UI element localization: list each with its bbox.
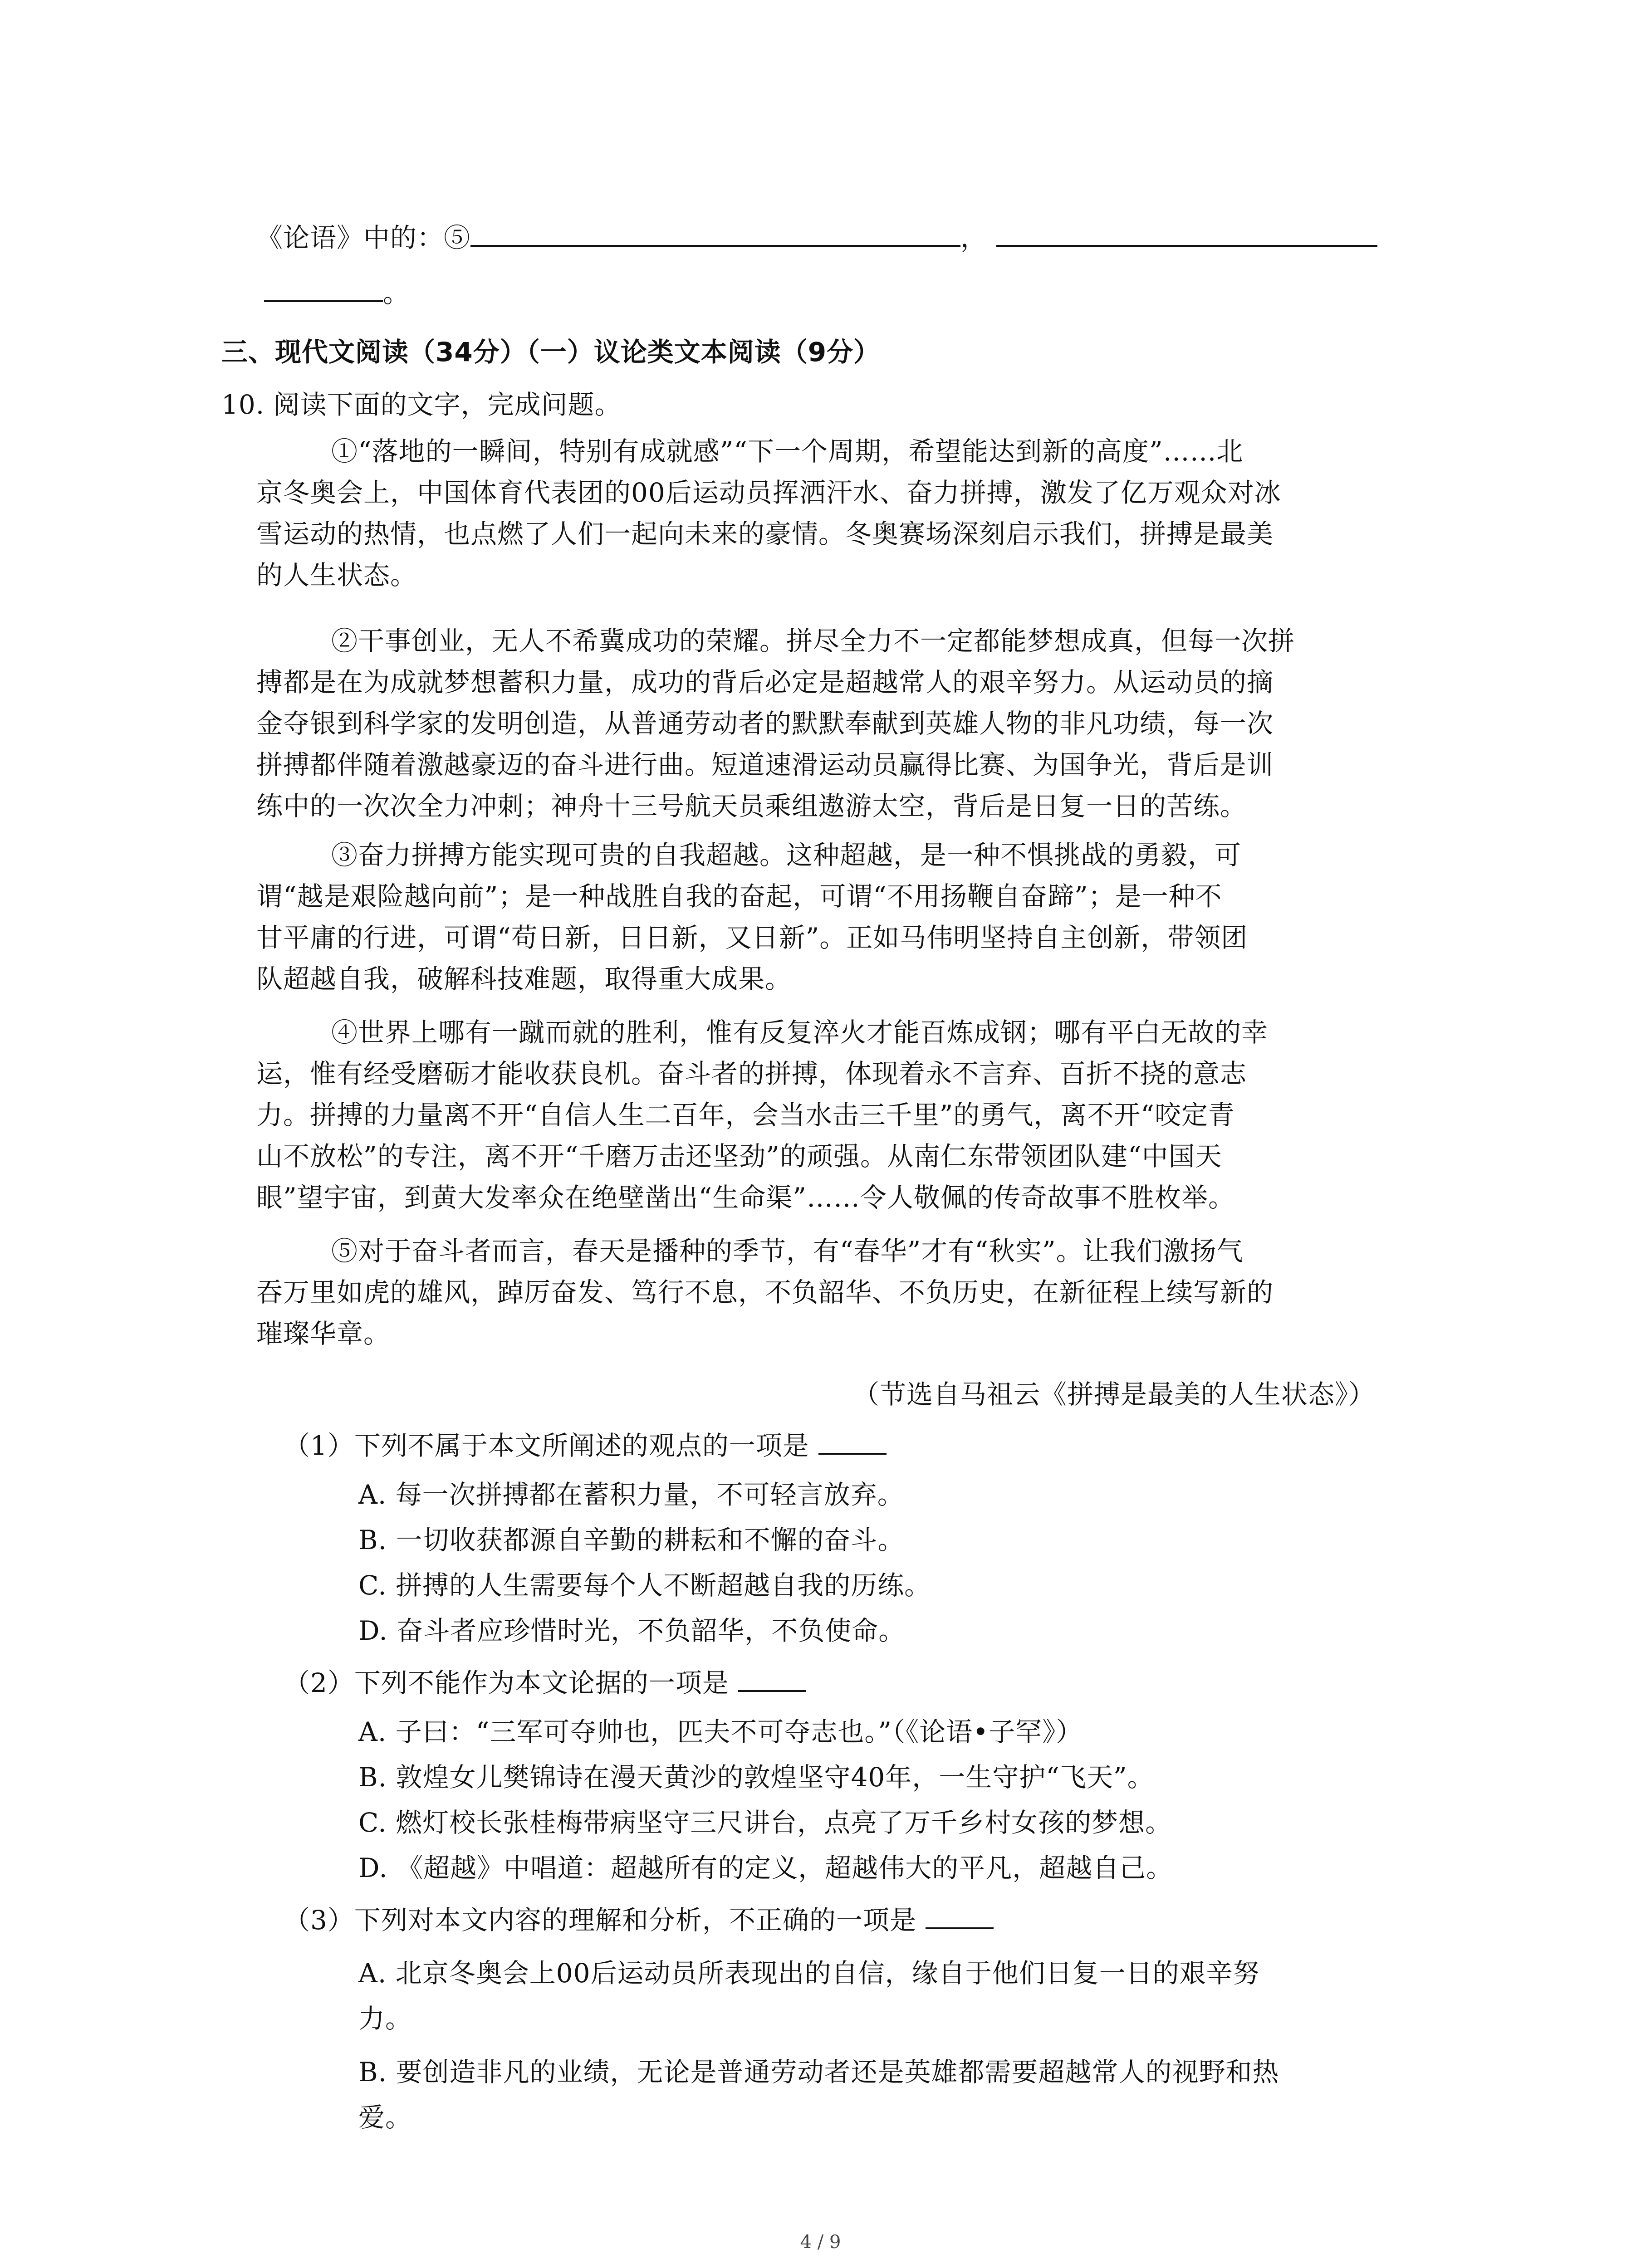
passage-line: 璀璨华章。 (256, 1318, 391, 1349)
passage-line: 眼”望宇宙，到黄大发率众在绝壁凿出“生命渠”……令人敬佩的传奇故事不胜枚举。 (256, 1182, 1235, 1213)
answer-blank-5c[interactable] (264, 275, 383, 302)
passage-source: （节选自马祖云《拼搏是最美的人生状态》） (853, 1379, 1376, 1410)
q10-1-option[interactable]: C. 拼搏的人生需要每个人不断超越自我的历练。 (358, 1570, 931, 1601)
q10-2-option[interactable]: A. 子曰：“三军可夺帅也，匹夫不可夺志也。”（《论语•子罕》） (358, 1716, 1083, 1747)
q10-1-stem-line (284, 1427, 887, 1464)
passage-line: 拼搏都伴随着激越豪迈的奋斗进行曲。短道速滑运动员赢得比赛、为国争光，背后是训 (256, 749, 1274, 780)
q9-answer-line (256, 220, 1377, 256)
passage-line: ③奋力拼搏方能实现可贵的自我超越。这种超越，是一种不惧挑战的勇毅，可 (331, 840, 1242, 870)
q10-2-stem-line (284, 1665, 806, 1701)
passage-line: 吞万里如虎的雄风，踔厉奋发、笃行不息，不负韶华、不负历史，在新征程上续写新的 (256, 1277, 1274, 1308)
q10-3-option-a-cont: 力。 (358, 2003, 412, 2034)
answer-blank-q10-1[interactable] (818, 1427, 887, 1455)
q10-2-option[interactable]: D. 《超越》中唱道：超越所有的定义，超越伟大的平凡，超越自己。 (358, 1853, 1173, 1883)
q10-2-option[interactable]: B. 敦煌女儿樊锦诗在漫天黄沙的敦煌坚守40年，一生守护“飞天”。 (358, 1762, 1154, 1793)
answer-blank-q10-3[interactable] (926, 1902, 994, 1929)
passage-line: ④世界上哪有一蹴而就的胜利，惟有反复淬火才能百炼成钢；哪有平白无故的幸 (331, 1017, 1269, 1048)
q9-comma: ， (960, 222, 988, 253)
q9-prefix: 《论语》中的：⑤ (256, 222, 471, 253)
q9-period: 。 (383, 278, 410, 308)
q10-3-stem-line (284, 1902, 994, 1938)
q9-answer-line-2 (264, 275, 410, 311)
passage-line: 甘平庸的行进，可谓“苟日新，日日新，又日新”。正如马伟明坚持自主创新，带领团 (256, 922, 1248, 953)
q10-3-stem: （3）下列对本文内容的理解和分析，不正确的一项是 (284, 1905, 916, 1936)
answer-blank-5a[interactable] (470, 220, 960, 247)
passage-line: 运，惟有经受磨砺才能收获良机。奋斗者的拼搏，体现着永不言弃、百折不挠的意志 (256, 1058, 1247, 1089)
passage-line: 雪运动的热情，也点燃了人们一起向未来的豪情。冬奥赛场深刻启示我们，拼搏是最美 (256, 518, 1274, 549)
q10-1-stem: （1）下列不属于本文所阐述的观点的一项是 (284, 1430, 809, 1461)
q10-3-option-a[interactable]: A. 北京冬奥会上00后运动员所表现出的自信，缘自于他们日复一日的艰辛努 (358, 1958, 1260, 1989)
passage-line: 谓“越是艰险越向前”；是一种战胜自我的奋起，可谓“不用扬鞭自奋蹄”；是一种不 (256, 881, 1222, 912)
passage-line: 练中的一次次全力冲刺；神舟十三号航天员乘组遨游太空，背后是日复一日的苦练。 (256, 791, 1247, 821)
q10-3-option-b-cont: 爱。 (358, 2102, 412, 2133)
section-heading: 三、现代文阅读（34分）（一）议论类文本阅读（9分） (221, 337, 881, 367)
passage-line: 山不放松”的专注，离不开“千磨万击还坚劲”的顽强。从南仁东带领团队建“中国天 (256, 1141, 1222, 1172)
passage-line: ②干事创业，无人不希冀成功的荣耀。拼尽全力不一定都能梦想成真，但每一次拼 (331, 626, 1295, 656)
q10-1-option[interactable]: B. 一切收获都源自辛勤的耕耘和不懈的奋斗。 (358, 1525, 905, 1555)
q10-stem: 10. 阅读下面的文字，完成问题。 (221, 389, 622, 420)
passage-line: 力。拼搏的力量离不开“自信人生二百年，会当水击三千里”的勇气，离不开“咬定青 (256, 1100, 1235, 1130)
q10-2-option[interactable]: C. 燃灯校长张桂梅带病坚守三尺讲台，点亮了万千乡村女孩的梦想。 (358, 1807, 1172, 1838)
q10-1-option[interactable]: A. 每一次拼搏都在蓄积力量，不可轻言放弃。 (358, 1479, 904, 1510)
answer-blank-q10-2[interactable] (738, 1665, 806, 1692)
passage-line: 金夺银到科学家的发明创造，从普通劳动者的默默奉献到英雄人物的非凡功绩，每一次 (256, 708, 1274, 739)
q10-2-stem: （2）下列不能作为本文论据的一项是 (284, 1667, 729, 1698)
answer-blank-5b[interactable] (996, 220, 1377, 247)
page-number: 4 / 9 (800, 2232, 841, 2253)
passage-line: ⑤对于奋斗者而言，春天是播种的季节，有“春华”才有“秋实”。让我们激扬气 (331, 1236, 1244, 1266)
q10-1-option[interactable]: D. 奋斗者应珍惜时光，不负韶华，不负使命。 (358, 1615, 906, 1646)
passage-line: 队超越自我，破解科技难题，取得重大成果。 (256, 963, 792, 994)
passage-line: 搏都是在为成就梦想蓄积力量，成功的背后必定是超越常人的艰辛努力。从运动员的摘 (256, 667, 1274, 698)
q10-3-option-b[interactable]: B. 要创造非凡的业绩，无论是普通劳动者还是英雄都需要超越常人的视野和热 (358, 2057, 1279, 2087)
passage-line: ①“落地的一瞬间，特别有成就感”“下一个周期，希望能达到新的高度”……北 (331, 436, 1244, 467)
passage-line: 的人生状态。 (256, 560, 417, 591)
passage-line: 京冬奥会上，中国体育代表团的00后运动员挥洒汗水、奋力拼搏，激发了亿万观众对冰 (256, 477, 1281, 508)
